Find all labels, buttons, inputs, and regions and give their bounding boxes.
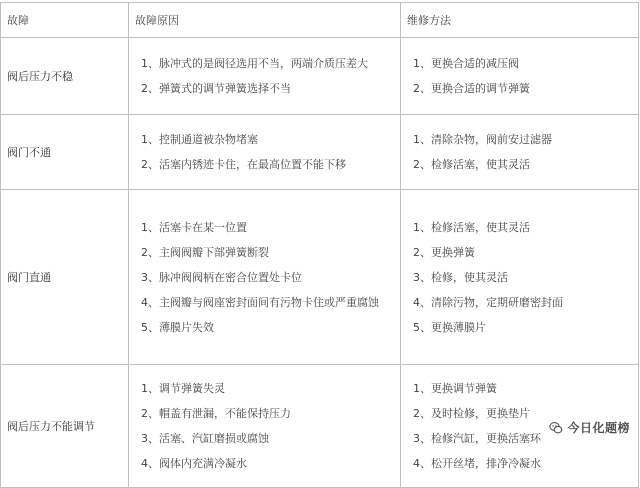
header-fix: 维修方法 (401, 3, 639, 38)
fix-item: 2、更换合适的调节弹簧 (413, 82, 530, 95)
cause-item: 2、弹簧式的调节弹簧选择不当 (141, 82, 291, 95)
cause-item: 1、调节弹簧失灵 (141, 382, 225, 395)
fix-item: 3、检修，使其灵活 (413, 270, 508, 284)
cause-item: 1、活塞卡在某一位置 (141, 220, 247, 234)
fix-cell (401, 115, 639, 190)
fix-item: 2、更换弹簧 (413, 245, 475, 259)
watermark (545, 418, 634, 437)
fix-item: 2、检修活塞，使其灵活 (413, 158, 530, 171)
cause-item: 1、脉冲式的是阀径选用不当，两端介质压差大 (141, 57, 368, 70)
fix-item: 5、更换薄膜片 (413, 320, 486, 334)
fix-item: 1、更换合适的减压阀 (413, 57, 519, 70)
fix-item: 1、更换调节弹簧 (413, 382, 497, 395)
fault-cell: 阀后压力不能调节 (1, 365, 129, 488)
fix-item: 4、松开丝堵，排净冷凝水 (413, 457, 541, 470)
cause-item: 2、帽盖有泄漏，不能保持压力 (141, 407, 291, 420)
fix-cell (401, 38, 639, 115)
cause-item: 4、主阀瓣与阀座密封面间有污物卡住或严重腐蚀 (141, 295, 379, 309)
cause-item: 4、阀体内充满冷凝水 (141, 457, 247, 470)
fault-table (0, 2, 639, 488)
table-row (1, 365, 639, 488)
cause-cell (129, 365, 401, 488)
cause-cell (129, 115, 401, 190)
fix-item: 1、清除杂物，阀前安过滤器 (413, 133, 552, 146)
fault-cell: 阀后压力不稳 (1, 38, 129, 115)
watermark-text: 今日化题榜 (567, 421, 630, 435)
cause-item: 3、活塞、汽缸磨损或腐蚀 (141, 432, 269, 445)
cause-cell (129, 38, 401, 115)
fix-item: 1、检修活塞，使其灵活 (413, 220, 530, 234)
wechat-icon (549, 421, 563, 435)
table-header-row (1, 3, 639, 38)
fix-cell (401, 190, 639, 365)
table-row (1, 38, 639, 115)
fault-cell: 阀门直通 (1, 190, 129, 365)
cause-item: 3、脉冲阀阀柄在密合位置处卡位 (141, 270, 302, 284)
table-row (1, 115, 639, 190)
fault-table-container (0, 2, 638, 488)
cause-item: 2、活塞内锈迹卡住，在最高位置不能下移 (141, 158, 346, 171)
cause-item: 5、薄膜片失效 (141, 320, 214, 334)
cause-item: 1、控制通道被杂物堵塞 (141, 133, 258, 146)
cause-cell (129, 190, 401, 365)
fault-cell: 阀门不通 (1, 115, 129, 190)
fix-item: 4、清除污物，定期研磨密封面 (413, 295, 563, 309)
table-row (1, 190, 639, 365)
fix-item: 2、及时检修，更换垫片 (413, 407, 530, 420)
header-cause: 故障原因 (129, 3, 401, 38)
fix-item: 3、检修汽缸，更换活塞环 (413, 432, 541, 445)
header-fault: 故障 (1, 3, 129, 38)
cause-item: 2、主阀阀瓣下部弹簧断裂 (141, 245, 269, 259)
